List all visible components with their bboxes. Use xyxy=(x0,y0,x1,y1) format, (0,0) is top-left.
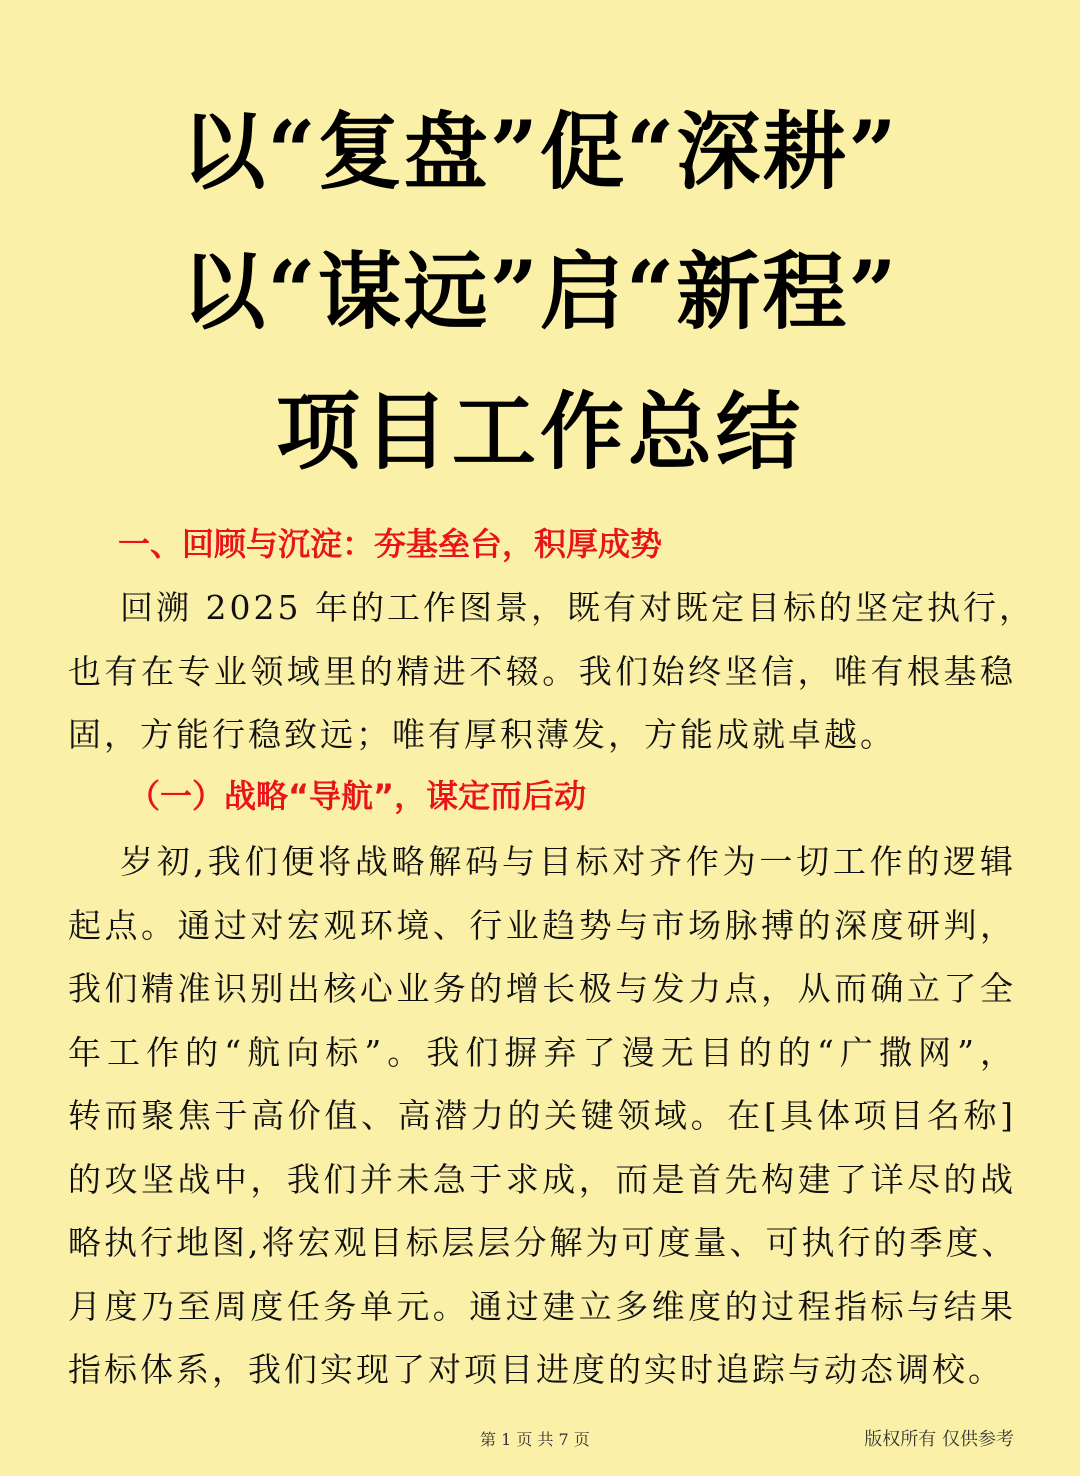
paragraph-line: 也有在专业领域里的精进不辍。我们始终坚信，唯有根基稳 xyxy=(68,651,1016,691)
paragraph-line: 的攻坚战中，我们并未急于求成，而是首先构建了详尽的战 xyxy=(68,1159,1016,1199)
paragraph-line: 月度乃至周度任务单元。通过建立多维度的过程指标与结果 xyxy=(68,1286,1016,1326)
subsection-1-paragraph xyxy=(68,830,1016,1402)
subsection-heading-1: （一）战略“导航”，谋定而后动 xyxy=(128,777,587,815)
document-title xyxy=(60,82,1020,502)
paragraph-line: 固，方能行稳致远；唯有厚积薄发，方能成就卓越。 xyxy=(68,715,896,754)
title-line-3: 项目工作总结 xyxy=(275,382,804,481)
section-1-paragraph xyxy=(68,576,1035,767)
paragraph-line: 回溯 2025 年的工作图景，既有对既定目标的坚定执行， xyxy=(120,588,1035,627)
copyright-notice: 版权所有 仅供参考 xyxy=(864,1429,1014,1450)
paragraph-line: 岁初,我们便将战略解码与目标对齐作为一切工作的逻辑 xyxy=(120,842,1016,881)
paragraph-line: 指标体系，我们实现了对项目进度的实时追踪与动态调校。 xyxy=(68,1350,1004,1389)
paragraph-line: 年工作的“航向标”。我们摒弃了漫无目的的“广撒网”， xyxy=(68,1032,1016,1072)
paragraph-line: 转而聚焦于高价值、高潜力的关键领域。在[具体项目名称] xyxy=(68,1096,1016,1135)
paragraph-line: 我们精准识别出核心业务的增长极与发力点，从而确立了全 xyxy=(68,969,1016,1008)
section-heading-1: 一、回顾与沉淀：夯基垒台，积厚成势 xyxy=(118,525,663,563)
title-line-2: 以“谋远”启“新程” xyxy=(181,242,899,341)
paragraph-line: 起点。通过对宏观环境、行业趋势与市场脉搏的深度研判， xyxy=(68,905,1016,945)
paragraph-line: 略执行地图,将宏观目标层层分解为可度量、可执行的季度、 xyxy=(68,1223,1018,1262)
page-number: 第 1 页 共 7 页 xyxy=(480,1430,590,1449)
title-line-1: 以“复盘”促“深耕” xyxy=(181,102,899,201)
